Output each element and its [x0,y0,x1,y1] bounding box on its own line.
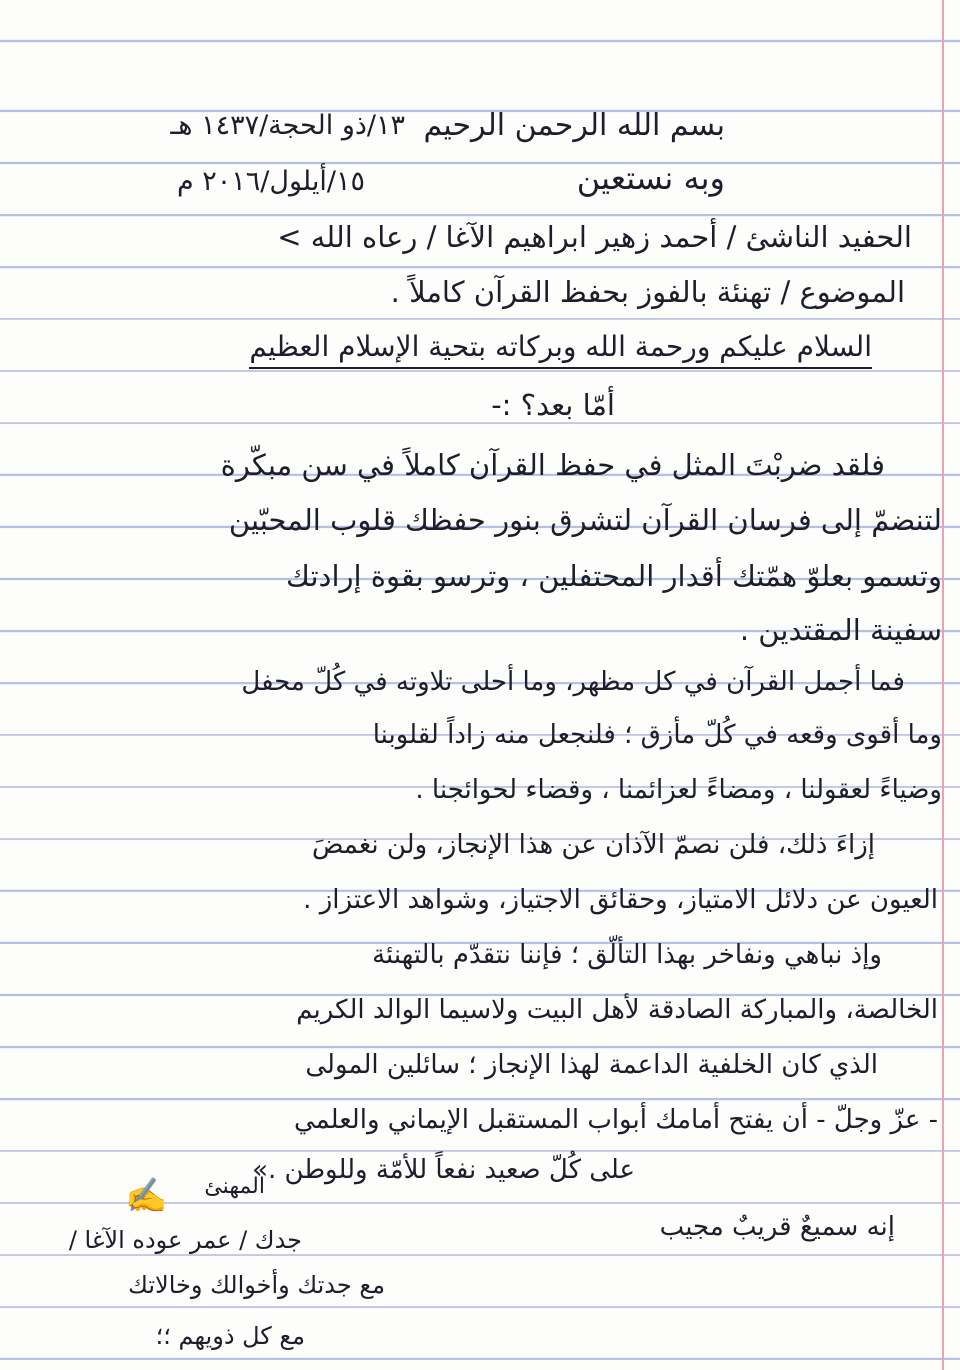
invocation: وبه نستعين [576,159,725,197]
closing-prayer: إنه سميعٌ قريبٌ مجيب [659,1212,895,1242]
body-line: وما أقوى وقعه في كُلّ مأزق ؛ فلنجعل منه زاداً لقلوبنا [372,720,942,750]
body-line: وإذ نباهي ونفاخر بهذا التألّق ؛ فإننا نتقدّم بالتهنئة [372,940,882,970]
signature-mark-icon: ✍ [125,1176,168,1216]
family-line: مع جدتك وأخوالك وخالاتك [128,1271,385,1299]
subject-line: الموضوع / تهنئة بالفوز بحفظ القرآن كاملاً . [390,275,905,309]
amma-baad: أمّا بعد؟ :- [491,388,615,422]
margin-rule [942,0,944,1370]
body-line: وضياءً لعقولنا ، ومضاءً لعزائمنا ، وقضاء لحوائجنا . [415,775,942,805]
hijri-date: ١٣/ذو الحجة/١٤٣٧ هـ [170,110,405,141]
body-line: فلقد ضربْتَ المثل في حفظ القرآن كاملاً في سن مبكّرة [220,448,885,482]
gregorian-date: ١٥/أيلول/٢٠١٦ م [176,166,365,197]
body-line: سفينة المقتدين . [739,613,942,647]
body-line: الذي كان الخلفية الداعمة لهذا الإنجاز ؛ سائلين المولى [305,1050,878,1080]
congratulator-label: المهنئ [204,1174,265,1199]
body-line: لتنضمّ إلى فرسان القرآن لتشرق بنور حفظك قلوب المحبّين [228,503,942,537]
body-line: - عزّ وجلّ - أن يفتح أمامك أبواب المستقبل الإيماني والعلمي [293,1105,938,1135]
signature: جدك / عمر عوده الآغا / [68,1226,302,1254]
recipient-line: الحفيد الناشئ / أحمد زهير ابراهيم الآغا / رعاه الله > [277,220,912,254]
body-line: وتسمو بعلوّ همّتك أقدار المحتفلين ، وترسو بقوة إرادتك [286,559,942,593]
body-line: العيون عن دلائل الامتياز، وحقائق الاجتياز، وشواهد الاعتزاز . [303,885,938,915]
body-line: على كُلّ صعيد نفعاً للأمّة وللوطن .» [252,1155,635,1185]
body-line: الخالصة، والمباركة الصادقة لأهل البيت ولاسيما الوالد الكريم [296,995,938,1025]
basmala: بسم الله الرحمن الرحيم [423,108,725,143]
greeting: السلام عليكم ورحمة الله وبركاته بتحية الإسلام العظيم [249,327,872,369]
body-line: إزاءَ ذلك، فلن نصمّ الآذان عن هذا الإنجاز، ولن نغمضَ [311,830,875,860]
family-line: مع كل ذويهم ؛؛ [155,1322,305,1350]
body-line: فما أجمل القرآن في كل مظهر، وما أحلى تلاوته في كُلّ محفل [241,667,905,697]
